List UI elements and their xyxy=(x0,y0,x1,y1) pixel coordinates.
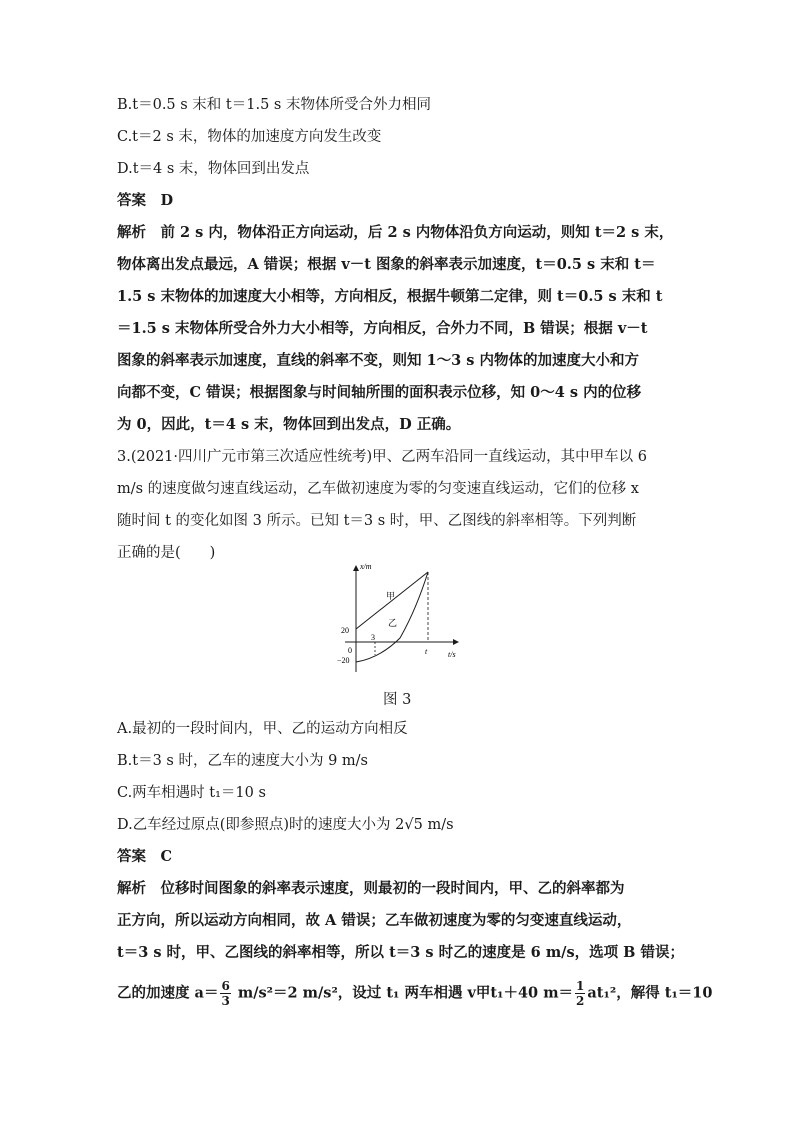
tick-0: 0 xyxy=(348,646,352,655)
yi-curve xyxy=(356,572,428,662)
q3-stem-line: 正确的是( ) xyxy=(117,545,216,561)
q2-analysis-line: 向都不变，C 错误；根据图象与时间轴所围的面积表示位移，知 0～4 s 内的位移 xyxy=(117,384,642,401)
q3-answer: 答案 C xyxy=(117,848,173,865)
q3-analysis-last-line xyxy=(117,979,712,1008)
q2-option-b: B.t＝0.5 s 末和 t＝1.5 s 末物体所受合外力相同 xyxy=(117,97,431,113)
jia-label: 甲 xyxy=(386,592,396,602)
q2-option-d: D.t＝4 s 末，物体回到出发点 xyxy=(117,161,310,177)
q2-analysis-line: 1.5 s 末物体的加速度大小相等，方向相反，根据牛顿第二定律，则 t＝0.5 s 末和 t xyxy=(117,288,663,305)
q2-analysis-line: 为 0，因此，t＝4 s 末，物体回到出发点，D 正确。 xyxy=(117,416,461,433)
q3-analysis-line: 解析 位移时间图象的斜率表示速度，则最初的一段时间内，甲、乙的斜率都为 xyxy=(117,880,625,897)
xt-graph-figure xyxy=(330,560,470,680)
figure-caption: 图 3 xyxy=(383,692,412,708)
q3-analysis-line: t＝3 s 时，甲、乙图线的斜率相等，所以 t＝3 s 时乙的速度是 6 m/s，选项 B 错误； xyxy=(117,944,684,961)
q2-analysis-line: ＝1.5 s 末物体所受合外力大小相等，方向相反，合外力不同，B 错误；根据 v－t xyxy=(117,320,648,337)
yi-label: 乙 xyxy=(388,619,398,629)
x-axis-label: t/s xyxy=(448,650,456,659)
q3-stem-line: m/s 的速度做匀速直线运动，乙车做初速度为零的匀变速直线运动，它们的位移 x xyxy=(117,481,639,497)
tick-neg20: −20 xyxy=(337,656,350,665)
y-axis-label: x/m xyxy=(360,562,372,571)
q2-analysis-line: 物体离出发点最远，A 错误；根据 v－t 图象的斜率表示加速度，t＝0.5 s 末和 t＝ xyxy=(117,256,656,273)
last-line-mid: m/s²＝2 m/s²，设过 t₁ 两车相遇 v甲t₁＋40 m＝ xyxy=(232,984,574,1002)
q2-answer: 答案 D xyxy=(117,192,174,209)
q3-option-c: C.两车相遇时 t₁＝10 s xyxy=(117,785,266,801)
fraction-1-2: $\frac{1}{2}$ xyxy=(576,979,585,1008)
q2-analysis-line: 图象的斜率表示加速度，直线的斜率不变，则知 1～3 s 内物体的加速度大小和方 xyxy=(117,352,639,369)
q3-stem-line: 随时间 t 的变化如图 3 所示。已知 t＝3 s 时，甲、乙图线的斜率相等。下列判断 xyxy=(117,513,637,529)
tick-20: 20 xyxy=(341,626,349,635)
fraction-6-3: $\frac{6}{3}$ xyxy=(221,979,230,1008)
q2-option-c: C.t＝2 s 末，物体的加速度方向发生改变 xyxy=(117,129,382,145)
q3-analysis-line: 正方向，所以运动方向相同，故 A 错误；乙车做初速度为零的匀变速直线运动， xyxy=(117,912,632,929)
last-line-prefix: 乙的加速度 a＝ xyxy=(117,984,219,1002)
tick-t: t xyxy=(425,647,428,656)
q2-analysis-line: 解析 前 2 s 内，物体沿正方向运动，后 2 s 内物体沿负方向运动，则知 t＝2 s 末， xyxy=(117,224,674,241)
q3-option-a: A.最初的一段时间内，甲、乙的运动方向相反 xyxy=(117,721,408,737)
q3-option-b: B.t＝3 s 时，乙车的速度大小为 9 m/s xyxy=(117,753,368,769)
tick-3: 3 xyxy=(371,633,375,642)
q3-option-d: D.乙车经过原点(即参照点)时的速度大小为 2√5 m/s xyxy=(117,817,454,833)
q3-stem-line: 3.(2021·四川广元市第三次适应性统考)甲、乙两车沿同一直线运动，其中甲车以 6 xyxy=(117,449,647,465)
last-line-suffix: at₁²，解得 t₁＝10 xyxy=(587,984,713,1002)
